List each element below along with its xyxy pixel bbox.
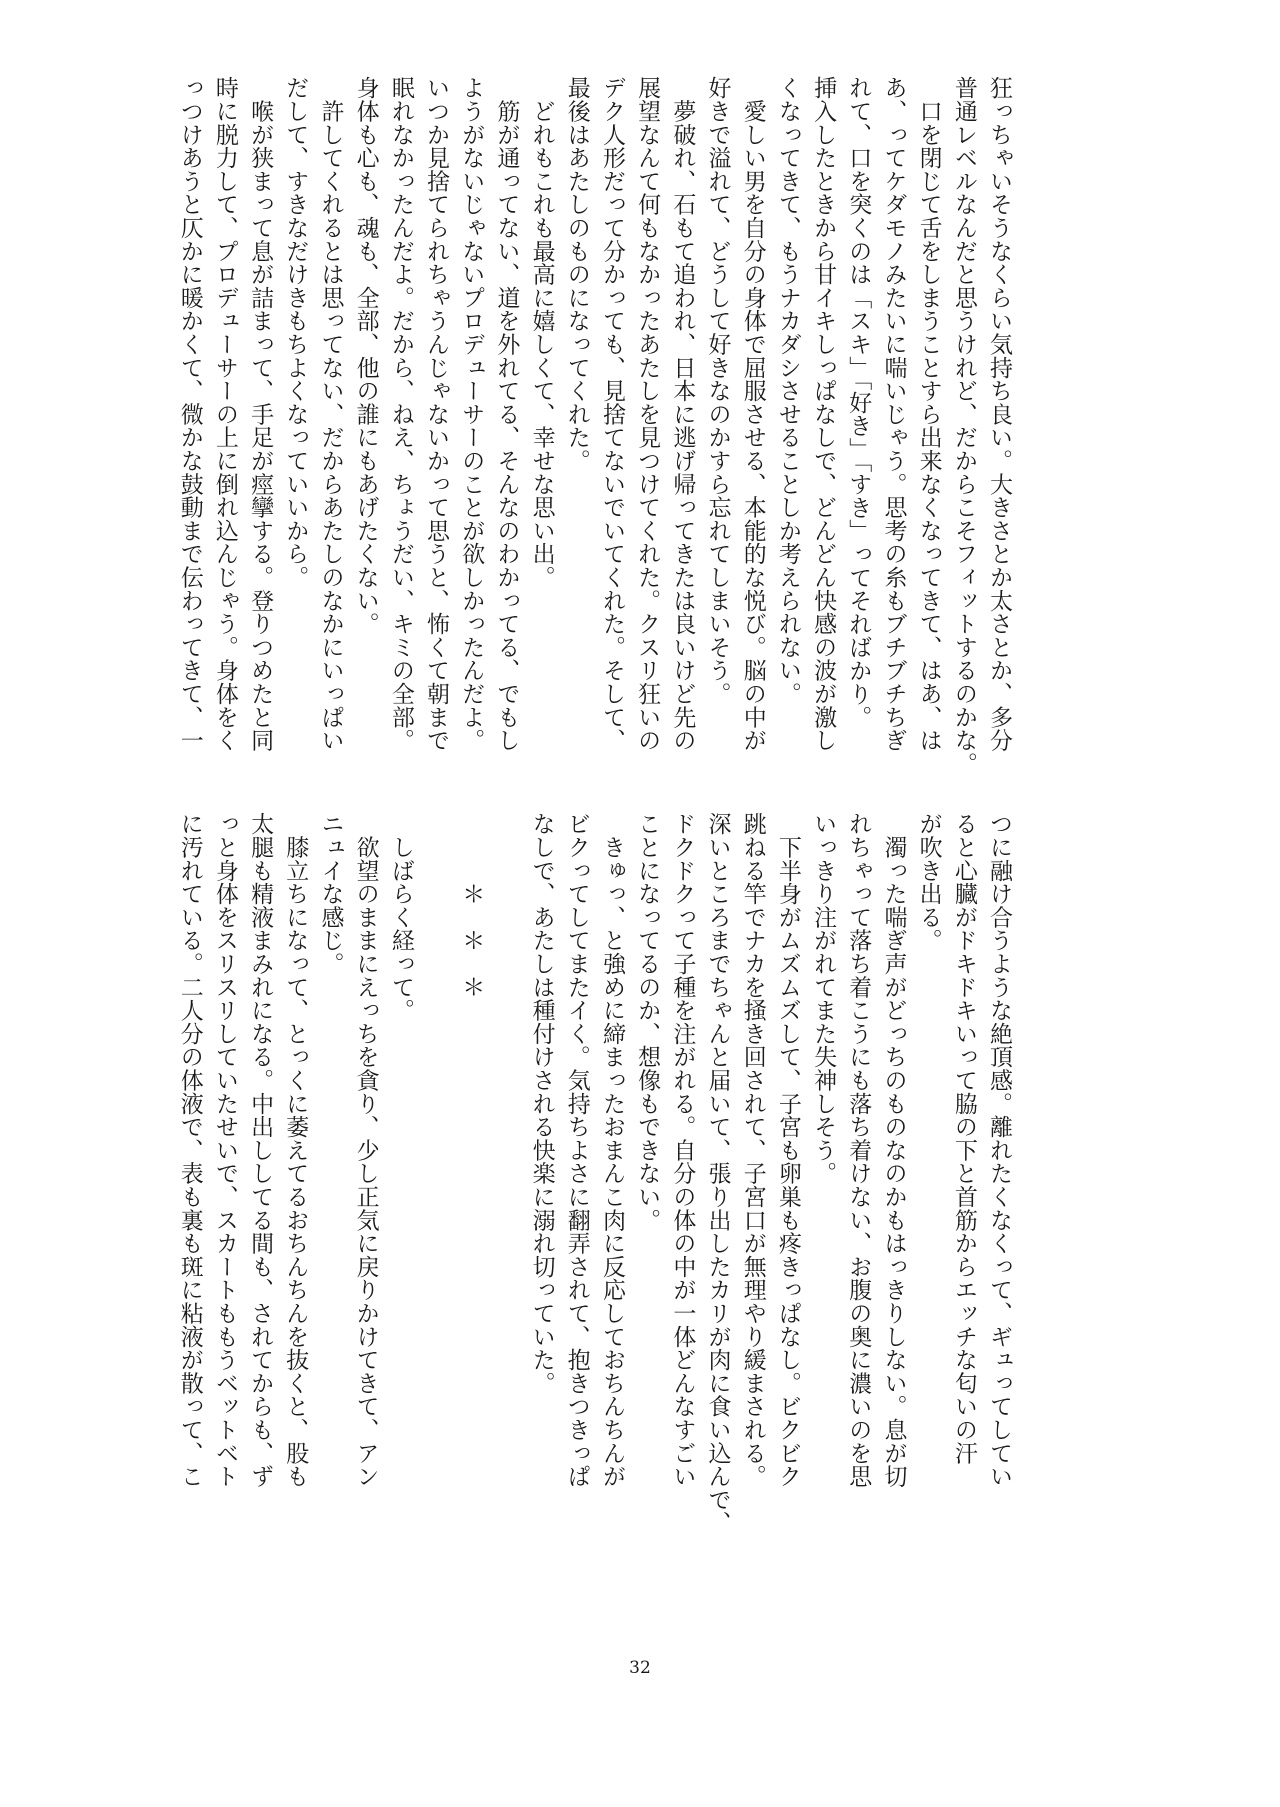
text-line: なしで、あたしは種付けされる快楽に溺れ切っていた。 (528, 812, 555, 1395)
text-line: 眠れなかったんだよ。だから、ねえ、ちょうだい、キミの全部。 (387, 76, 414, 752)
text-line: っと身体をスリスリしていたせいで、スカートももうベットベト (211, 812, 238, 1488)
text-line: ビクってしてまたイく。気持ちよさに翻弄されて、抱きつきっぱ (563, 812, 590, 1488)
text-line: 狂っちゃいそうなくらい気持ち良い。大きさとか太さとか、多分 (986, 76, 1012, 752)
text-line: が吹き出る。 (915, 812, 942, 952)
text-line: 好きで溢れて、どうして好きなのかすら忘れてしまいそう。 (704, 76, 731, 706)
text-line (488, 812, 523, 1522)
text-line: ドクドクって子種を注がれる。自分の体の中が一体どんなすごい (669, 812, 696, 1488)
text-line: あ、ってケダモノみたいに喘いじゃう。思考の糸もブチブチちぎ (880, 76, 907, 752)
text-line: 筋が通ってない、道を外れてる、そんなのわかってる、でもし (493, 76, 520, 752)
text-line: れちゃって落ち着こうにも落ち着けない、お腹の奥に濃いのを思 (845, 812, 872, 1488)
text-line: 太腿も精液まみれになる。中出ししてる間も、されてからも、ず (247, 812, 274, 1488)
text-line: 時に脱力して、プロデューサーの上に倒れ込んじゃう。身体をく (211, 76, 238, 752)
text-line: 濁った喘ぎ声がどっちのものなのかもはっきりしない。息が切 (880, 812, 907, 1488)
text-line: 喉が狭まって息が詰まって、手足が痙攣する。登りつめたと同 (247, 76, 274, 752)
text-line: つに融け合うような絶頂感。離れたくなくって、ギュってしてい (986, 812, 1012, 1488)
text-line: ようがないじゃないプロデューサーのことが欲しかったんだよ。 (458, 76, 485, 752)
text-line: いつか見捨てられちゃうんじゃないかって思うと、怖くて朝まで (423, 76, 449, 752)
text-line: 下半身がムズムズして、子宮も卵巣も疼きっぱなし。ビクビク (774, 812, 801, 1488)
text-line: くなってきて、もうナカダシさせることしか考えられない。 (774, 76, 801, 706)
text-line: 欲望のままにえっちを貪り、少し正気に戻りかけてきて、アン (352, 812, 379, 1488)
text-line: ＊ ＊ ＊ (458, 812, 485, 999)
text-line: いっきり注がれてまた失神しそう。 (810, 812, 837, 1185)
text-line: デク人形だって分かっても、見捨てないでいてくれた。そして、 (598, 76, 625, 752)
text-line: 挿入したときから甘イキしっぱなしで、どんどん快感の波が激し (810, 76, 837, 752)
text-line: れて、口を突くのは「スキ」「好き」「すき」ってそればかり。 (845, 76, 872, 729)
text-line: だして、すきなだけきもちよくなっていいから。 (282, 76, 309, 589)
text-line: 身体も心も、魂も、全部、他の誰にもあげたくない。 (352, 76, 379, 636)
text-line: ことになってるのか、想像もできない。 (634, 812, 661, 1232)
text-line: 展望なんて何もなかったあたしを見つけてくれた。クスリ狂いの (634, 76, 661, 752)
text-block-bottom (172, 812, 1017, 1535)
text-line: どれもこれも最高に嬉しくて、幸せな思い出。 (528, 76, 555, 589)
text-line: ると心臓がドキドキいって脇の下と首筋からエッチな匂いの汗 (950, 812, 977, 1465)
text-line: 夢破れ、石もて追われ、日本に逃げ帰ってきたは良いけど先の (669, 76, 696, 752)
text-line (418, 812, 453, 1522)
text-line: 普通レベルなんだと思うけれど、だからこそフィットするのかな。 (950, 76, 977, 775)
page-number: 32 (629, 1658, 651, 1678)
text-line: しばらく経って。 (387, 812, 414, 1022)
text-line: 愛しい男を自分の身体で屈服させる、本能的な悦び。脳の中が (739, 76, 766, 752)
text-line: ニュイな感じ。 (317, 812, 344, 976)
text-line: 跳ねる竿でナカを掻き回されて、子宮口が無理やり緩まされる。 (739, 812, 766, 1488)
text-line: 最後はあたしのものになってくれた。 (563, 76, 590, 473)
text-line: 膝立ちになって、とっくに萎えてるおちんちんを抜くと、股も (282, 812, 309, 1488)
text-line: 口を閉じて舌をしまうことすら出来なくなってきて、はあ、は (915, 76, 942, 752)
text-block-top (172, 76, 1017, 786)
text-line: 許してくれるとは思ってない、だからあたしのなかにいっぱい (317, 76, 344, 752)
text-line: きゅっ、と強めに締まったおまんこ肉に反応しておちんちんが (598, 812, 625, 1488)
text-line: っつけあうと仄かに暖かくて、微かな鼓動まで伝わってきて、一 (176, 76, 203, 752)
text-line: 深いところまでちゃんと届いて、張り出したカリが肉に食い込んで、 (704, 812, 731, 1535)
text-line: に汚れている。二人分の体液で、表も裏も斑に粘液が散って、こ (176, 812, 203, 1488)
